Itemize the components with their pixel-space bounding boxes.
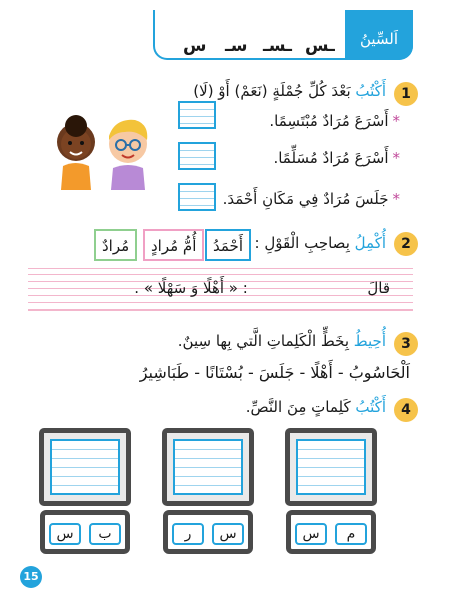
word-list[interactable]: اَلْحَاسُوبُ - أَهْلًا - جَلَسَ - بُسْتَانًا - طَبَاشِيرُ [139,363,410,382]
children-illustration [45,110,160,190]
writing-screen-1[interactable] [50,439,120,495]
exercise-2-badge: 2 [394,232,418,256]
exercise-1-sentence: *أَسْرَعَ مُرَادٌ مُسَلِّمًا. [273,149,400,167]
exercise-4-text: كَلِماتٍ مِنَ النَّصِّ. [245,398,351,416]
letter-form-final: ـس [305,36,335,56]
keyboard-key[interactable]: س [49,523,81,545]
name-option-um-murad[interactable]: أُمُّ مُرادٍ [143,229,204,261]
answer-box-2[interactable] [178,142,216,170]
keyboard-key[interactable]: س [295,523,327,545]
computer-keyboard-2 [163,510,253,554]
fill-line-quote: : « أَهْلًا وَ سَهْلًا » . [134,279,248,297]
page-number: 15 [20,566,42,588]
lesson-title: اَلسِّينُ [359,30,399,48]
bullet-star-icon: * [392,149,400,167]
letter-form-isolated: س [183,36,207,56]
keyboard-key[interactable]: س [212,523,244,545]
bullet-star-icon: * [392,112,400,130]
exercise-1-keyword: أَكْتُبُ [355,82,386,100]
exercise-2-instruction [255,234,386,252]
keyboard-key[interactable]: ر [172,523,204,545]
computer-monitor-2 [162,428,254,506]
boy-blond-illustration [109,120,147,190]
computer-keyboard-1 [40,510,130,554]
exercise-1-sentence: *أَسْرَعَ مُرَادٌ مُبْتَسِمًا. [269,112,400,130]
ruled-line-top [28,268,413,269]
writing-screen-3[interactable] [296,439,366,495]
computer-monitor-1 [39,428,131,506]
exercise-3-instruction [178,332,386,350]
exercise-3-badge: 3 [394,332,418,356]
computer-monitor-3 [285,428,377,506]
keyboard-key[interactable]: م [335,523,367,545]
exercise-2-text: بِصاحِبِ الْقَوْلِ : [254,234,350,252]
exercise-1-instruction [193,82,386,100]
exercise-4-badge: 4 [394,398,418,422]
letter-form-initial: سـ [225,36,248,56]
fill-line-start: قالَ [367,279,390,297]
exercise-3-text: بِخَطٍّ الْكَلِماتِ الَّتي بِها سِينٌ. [177,332,349,350]
computer-keyboard-3 [286,510,376,554]
exercise-4-keyword: أَكْتُبُ [355,398,386,416]
exercise-2-keyword: أُكْمِلُ [354,234,386,252]
answer-box-3[interactable] [178,183,216,211]
exercise-4-instruction [246,398,386,416]
exercise-3-keyword: أُحِيطُ [353,332,386,350]
letter-form-medial: ـسـ [263,36,292,56]
exercise-1-badge: 1 [394,82,418,106]
name-option-ahmed[interactable]: أَحْمَدُ [205,229,251,261]
bullet-star-icon: * [392,190,400,208]
answer-box-1[interactable] [178,101,216,129]
name-option-murad[interactable]: مُرادٌ [94,229,137,261]
keyboard-key[interactable]: ب [89,523,121,545]
writing-screen-2[interactable] [173,439,243,495]
boy-dark-illustration [57,115,95,190]
ruled-line-bottom [28,310,413,311]
exercise-1-text: بَعْدَ كُلِّ جُمْلَةٍ (نَعَمْ) أَوْ (لَا) [193,82,351,100]
exercise-1-sentence: *جَلَسَ مُرَادٌ فِي مَكَانِ أَحْمَدَ. [222,190,400,208]
fill-line[interactable] [134,279,390,297]
